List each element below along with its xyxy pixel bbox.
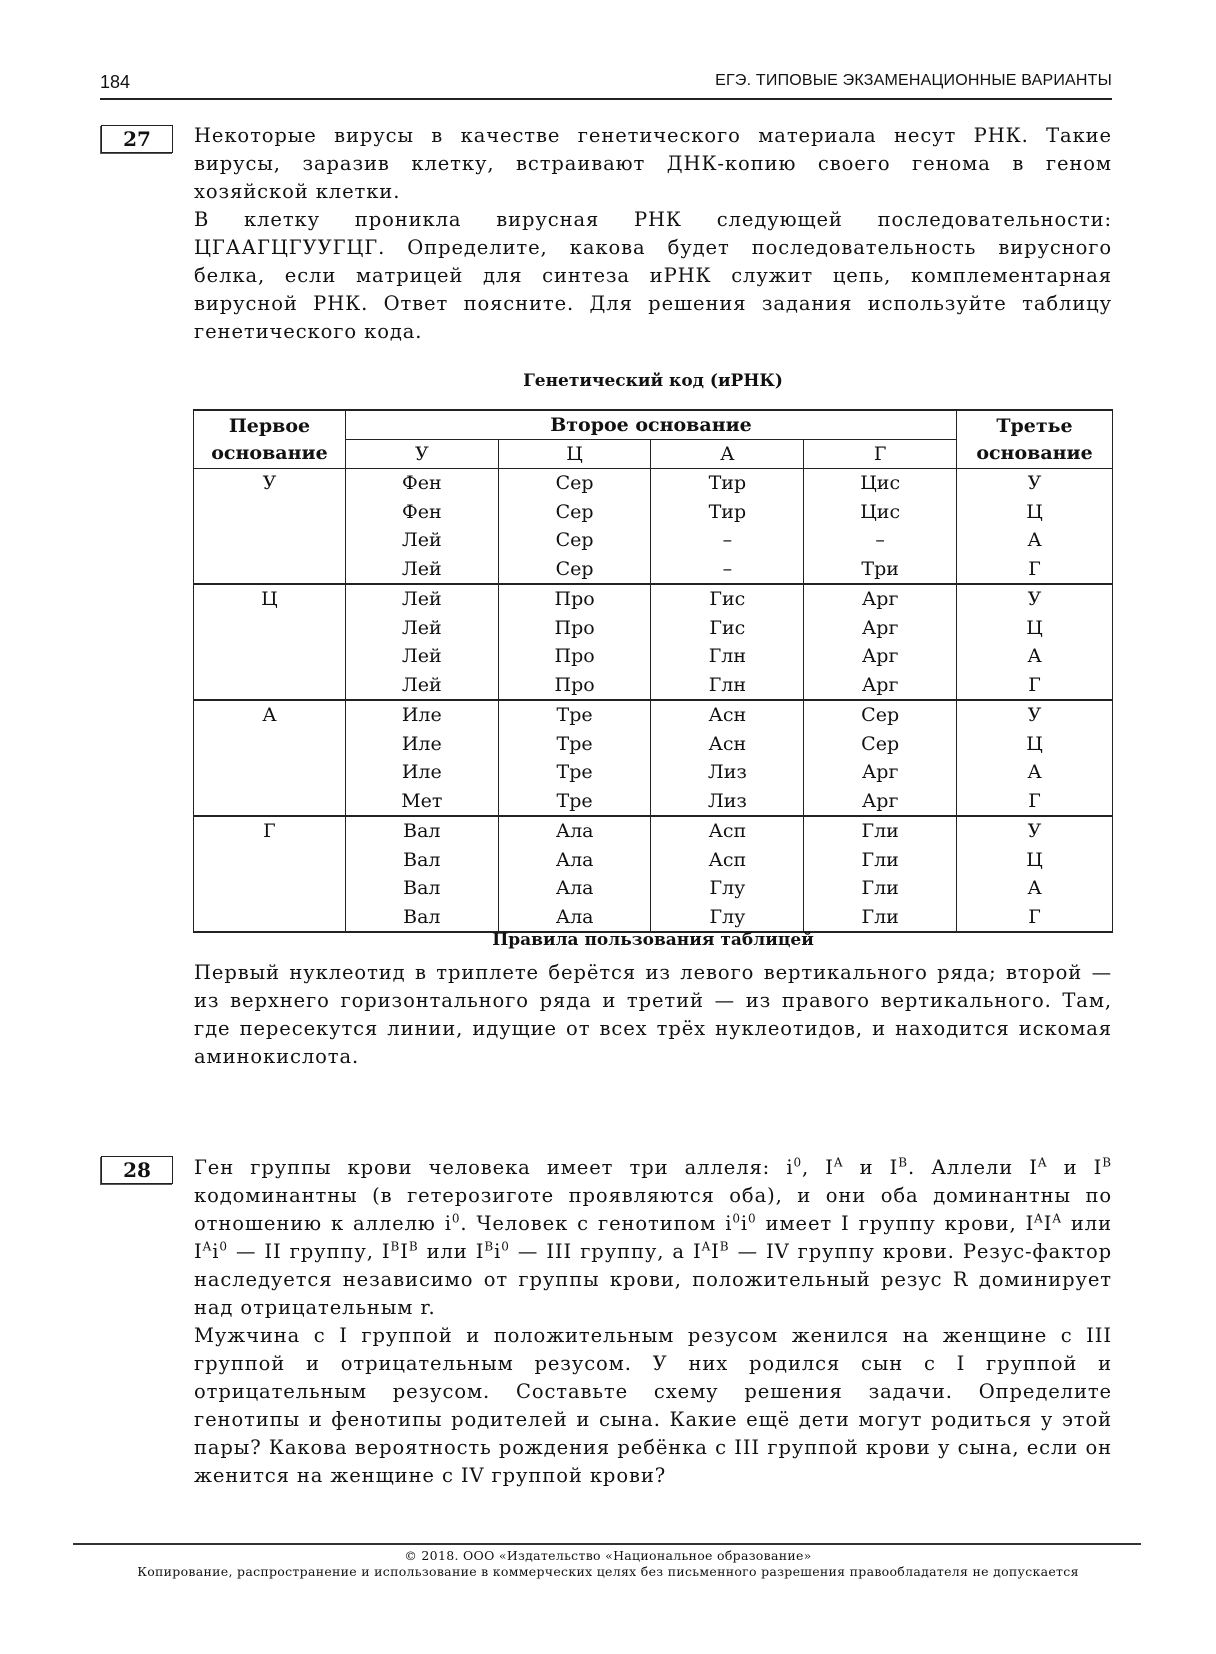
- task28-paragraph-1: Ген группы крови человека имеет три аллеля: $i^0$, $I^A$ и $I^B$. Аллели $I^A$ и $I^B$ кодоминантны (в гетерозиготе проявляются оба), и они оба доминантны по отношению к аллелю $i^0$. Человек с генотипом $i^0i^0$ имеет I группу крови, $I^AI^A$ или $I^Ai^0$ — II группу, $I^BI^B$ или $I^Bi^0$ — III группу, а $I^AI^B$ — IV группу крови. Резус-фактор наследуется независимо от группы крови, положительный резус R доминирует над отрицательным r.: [194, 1155, 1113, 1319]
- amino-acid-cell: Вал: [345, 846, 498, 875]
- amino-acid-cell: Сер: [498, 469, 651, 498]
- amino-acid-cell: Три: [804, 555, 957, 585]
- header-first-line1: Первое: [228, 414, 311, 437]
- table-caption: Генетический код (иРНК): [523, 371, 783, 391]
- amino-acid-cell: Тир: [651, 498, 804, 527]
- amino-acid-cell: Лей: [345, 584, 498, 614]
- amino-acid-cell: Арг: [804, 671, 957, 701]
- amino-acid-cell: Тре: [498, 787, 651, 817]
- amino-acid-cell: Асн: [651, 700, 804, 730]
- amino-acid-cell: Асн: [651, 730, 804, 759]
- amino-acid-cell: Гли: [804, 903, 957, 933]
- table-row: [194, 700, 1113, 730]
- amino-acid-cell: Лей: [345, 642, 498, 671]
- amino-acid-cell: Мет: [345, 787, 498, 817]
- amino-acid-cell: Асп: [651, 846, 804, 875]
- first-base-cell: Ц: [194, 584, 346, 700]
- amino-acid-cell: Вал: [345, 903, 498, 933]
- third-base-cell: Ц: [957, 498, 1113, 527]
- rules-text: Первый нуклеотид в триплете берётся из левого вертикального ряда; второй — из верхнего горизонтального ряда и третий — из правого вертикального. Там, где пересекутся линии, идущие от всех трёх нуклеотидов, и находится искомая аминокислота.: [194, 961, 1112, 1068]
- third-base-cell: А: [957, 874, 1113, 903]
- amino-acid-cell: Лей: [345, 526, 498, 555]
- amino-acid-cell: Сер: [804, 700, 957, 730]
- second-base-a: А: [651, 440, 804, 469]
- task-number-28: 28: [101, 1156, 173, 1184]
- amino-acid-cell: –: [651, 555, 804, 585]
- third-base-cell: А: [957, 758, 1113, 787]
- third-base-cell: А: [957, 526, 1113, 555]
- page-header: [100, 68, 1112, 100]
- amino-acid-cell: Фен: [345, 469, 498, 498]
- amino-acid-cell: Арг: [804, 642, 957, 671]
- third-base-cell: У: [957, 469, 1113, 498]
- third-base-cell: У: [957, 584, 1113, 614]
- third-base-cell: У: [957, 816, 1113, 846]
- third-base-cell: Г: [957, 903, 1113, 933]
- amino-acid-cell: Иле: [345, 730, 498, 759]
- amino-acid-cell: Сер: [498, 498, 651, 527]
- header-first-line2: основание: [211, 441, 328, 464]
- amino-acid-cell: Гис: [651, 614, 804, 643]
- third-base-cell: Г: [957, 555, 1113, 585]
- task27-paragraph-1: Некоторые вирусы в качестве генетического материала несут РНК. Такие вирусы, заразив клетку, встраивают ДНК-копию своего генома в геном хозяйской клетки.: [194, 124, 1112, 203]
- third-base-cell: Ц: [957, 614, 1113, 643]
- amino-acid-cell: Глн: [651, 642, 804, 671]
- second-base-g: Г: [804, 440, 957, 469]
- header-first-base: [194, 410, 346, 469]
- header-second-base: Второе основание: [345, 410, 956, 440]
- third-base-cell: Ц: [957, 730, 1113, 759]
- amino-acid-cell: Иле: [345, 700, 498, 730]
- running-title: ЕГЭ. ТИПОВЫЕ ЭКЗАМЕНАЦИОННЫЕ ВАРИАНТЫ: [715, 72, 1112, 89]
- amino-acid-cell: Гли: [804, 846, 957, 875]
- third-base-cell: А: [957, 642, 1113, 671]
- amino-acid-cell: Про: [498, 642, 651, 671]
- amino-acid-cell: Лиз: [651, 758, 804, 787]
- amino-acid-cell: Глу: [651, 903, 804, 933]
- amino-acid-cell: Ала: [498, 903, 651, 933]
- footer-divider: [73, 1543, 1141, 1545]
- amino-acid-cell: Гли: [804, 874, 957, 903]
- header-third-line2: основание: [976, 441, 1093, 464]
- amino-acid-cell: Вал: [345, 874, 498, 903]
- amino-acid-cell: Глу: [651, 874, 804, 903]
- amino-acid-cell: Цис: [804, 469, 957, 498]
- amino-acid-cell: Сер: [498, 555, 651, 585]
- amino-acid-cell: Арг: [804, 787, 957, 817]
- task27-text: [194, 122, 1112, 346]
- amino-acid-cell: Ала: [498, 816, 651, 846]
- amino-acid-cell: Лей: [345, 555, 498, 585]
- amino-acid-cell: Ала: [498, 846, 651, 875]
- amino-acid-cell: Про: [498, 584, 651, 614]
- rules-caption: Правила пользования таблицей: [492, 930, 814, 950]
- second-base-c: Ц: [498, 440, 651, 469]
- amino-acid-cell: Арг: [804, 584, 957, 614]
- amino-acid-cell: Тре: [498, 700, 651, 730]
- amino-acid-cell: Асп: [651, 816, 804, 846]
- table-row: [194, 469, 1113, 498]
- third-base-cell: У: [957, 700, 1113, 730]
- amino-acid-cell: Арг: [804, 614, 957, 643]
- amino-acid-cell: Гис: [651, 584, 804, 614]
- task28-text: [194, 1154, 1112, 1490]
- footer-copyright: © 2018. ООО «Издательство «Национальное образование»: [404, 1548, 812, 1563]
- amino-acid-cell: –: [804, 526, 957, 555]
- amino-acid-cell: Ала: [498, 874, 651, 903]
- task27-paragraph-2: В клетку проникла вирусная РНК следующей последовательности: ЦГААГЦГУУГЦГ. Определите, какова будет последовательность вирусного белка, если матрицей для синтеза иРНК служит цепь, комплементарная вирусной РНК. Ответ поясните. Для решения задания используйте таблицу генетического кода.: [194, 208, 1112, 343]
- amino-acid-cell: Глн: [651, 671, 804, 701]
- amino-acid-cell: Тре: [498, 730, 651, 759]
- third-base-cell: Г: [957, 671, 1113, 701]
- amino-acid-cell: Лей: [345, 614, 498, 643]
- amino-acid-cell: Тре: [498, 758, 651, 787]
- amino-acid-cell: Лиз: [651, 787, 804, 817]
- third-base-cell: Г: [957, 787, 1113, 817]
- amino-acid-cell: Сер: [804, 730, 957, 759]
- amino-acid-cell: Тир: [651, 469, 804, 498]
- page-number: 184: [100, 72, 131, 92]
- amino-acid-cell: Про: [498, 671, 651, 701]
- table-row: [194, 816, 1113, 846]
- amino-acid-cell: Цис: [804, 498, 957, 527]
- first-base-cell: У: [194, 469, 346, 585]
- amino-acid-cell: Арг: [804, 758, 957, 787]
- table-row: [194, 584, 1113, 614]
- task28-paragraph-2: Мужчина с I группой и положительным резусом женился на женщине с III группой и отрицательным резусом. У них родился сын с I группой и отрицательным резусом. Составьте схему решения задачи. Определите генотипы и фенотипы родителей и сына. Какие ещё дети могут родиться у этой пары? Какова вероятность рождения ребёнка с III группой крови у сына, если он женится на женщине с IV группой крови?: [194, 1324, 1112, 1487]
- genetic-code-table: [193, 409, 1113, 933]
- header-third-base: [957, 410, 1113, 469]
- amino-acid-cell: –: [651, 526, 804, 555]
- header-third-line1: Третье: [996, 414, 1073, 437]
- amino-acid-cell: Фен: [345, 498, 498, 527]
- first-base-cell: Г: [194, 816, 346, 932]
- amino-acid-cell: Про: [498, 614, 651, 643]
- first-base-cell: А: [194, 700, 346, 816]
- amino-acid-cell: Иле: [345, 758, 498, 787]
- second-base-u: У: [345, 440, 498, 469]
- third-base-cell: Ц: [957, 846, 1113, 875]
- amino-acid-cell: Гли: [804, 816, 957, 846]
- task-number-27: 27: [101, 125, 173, 153]
- amino-acid-cell: Лей: [345, 671, 498, 701]
- amino-acid-cell: Вал: [345, 816, 498, 846]
- footer-notice: Копирование, распространение и использование в коммерческих целях без письменного разрешения правообладателя не допускается: [137, 1564, 1079, 1579]
- amino-acid-cell: Сер: [498, 526, 651, 555]
